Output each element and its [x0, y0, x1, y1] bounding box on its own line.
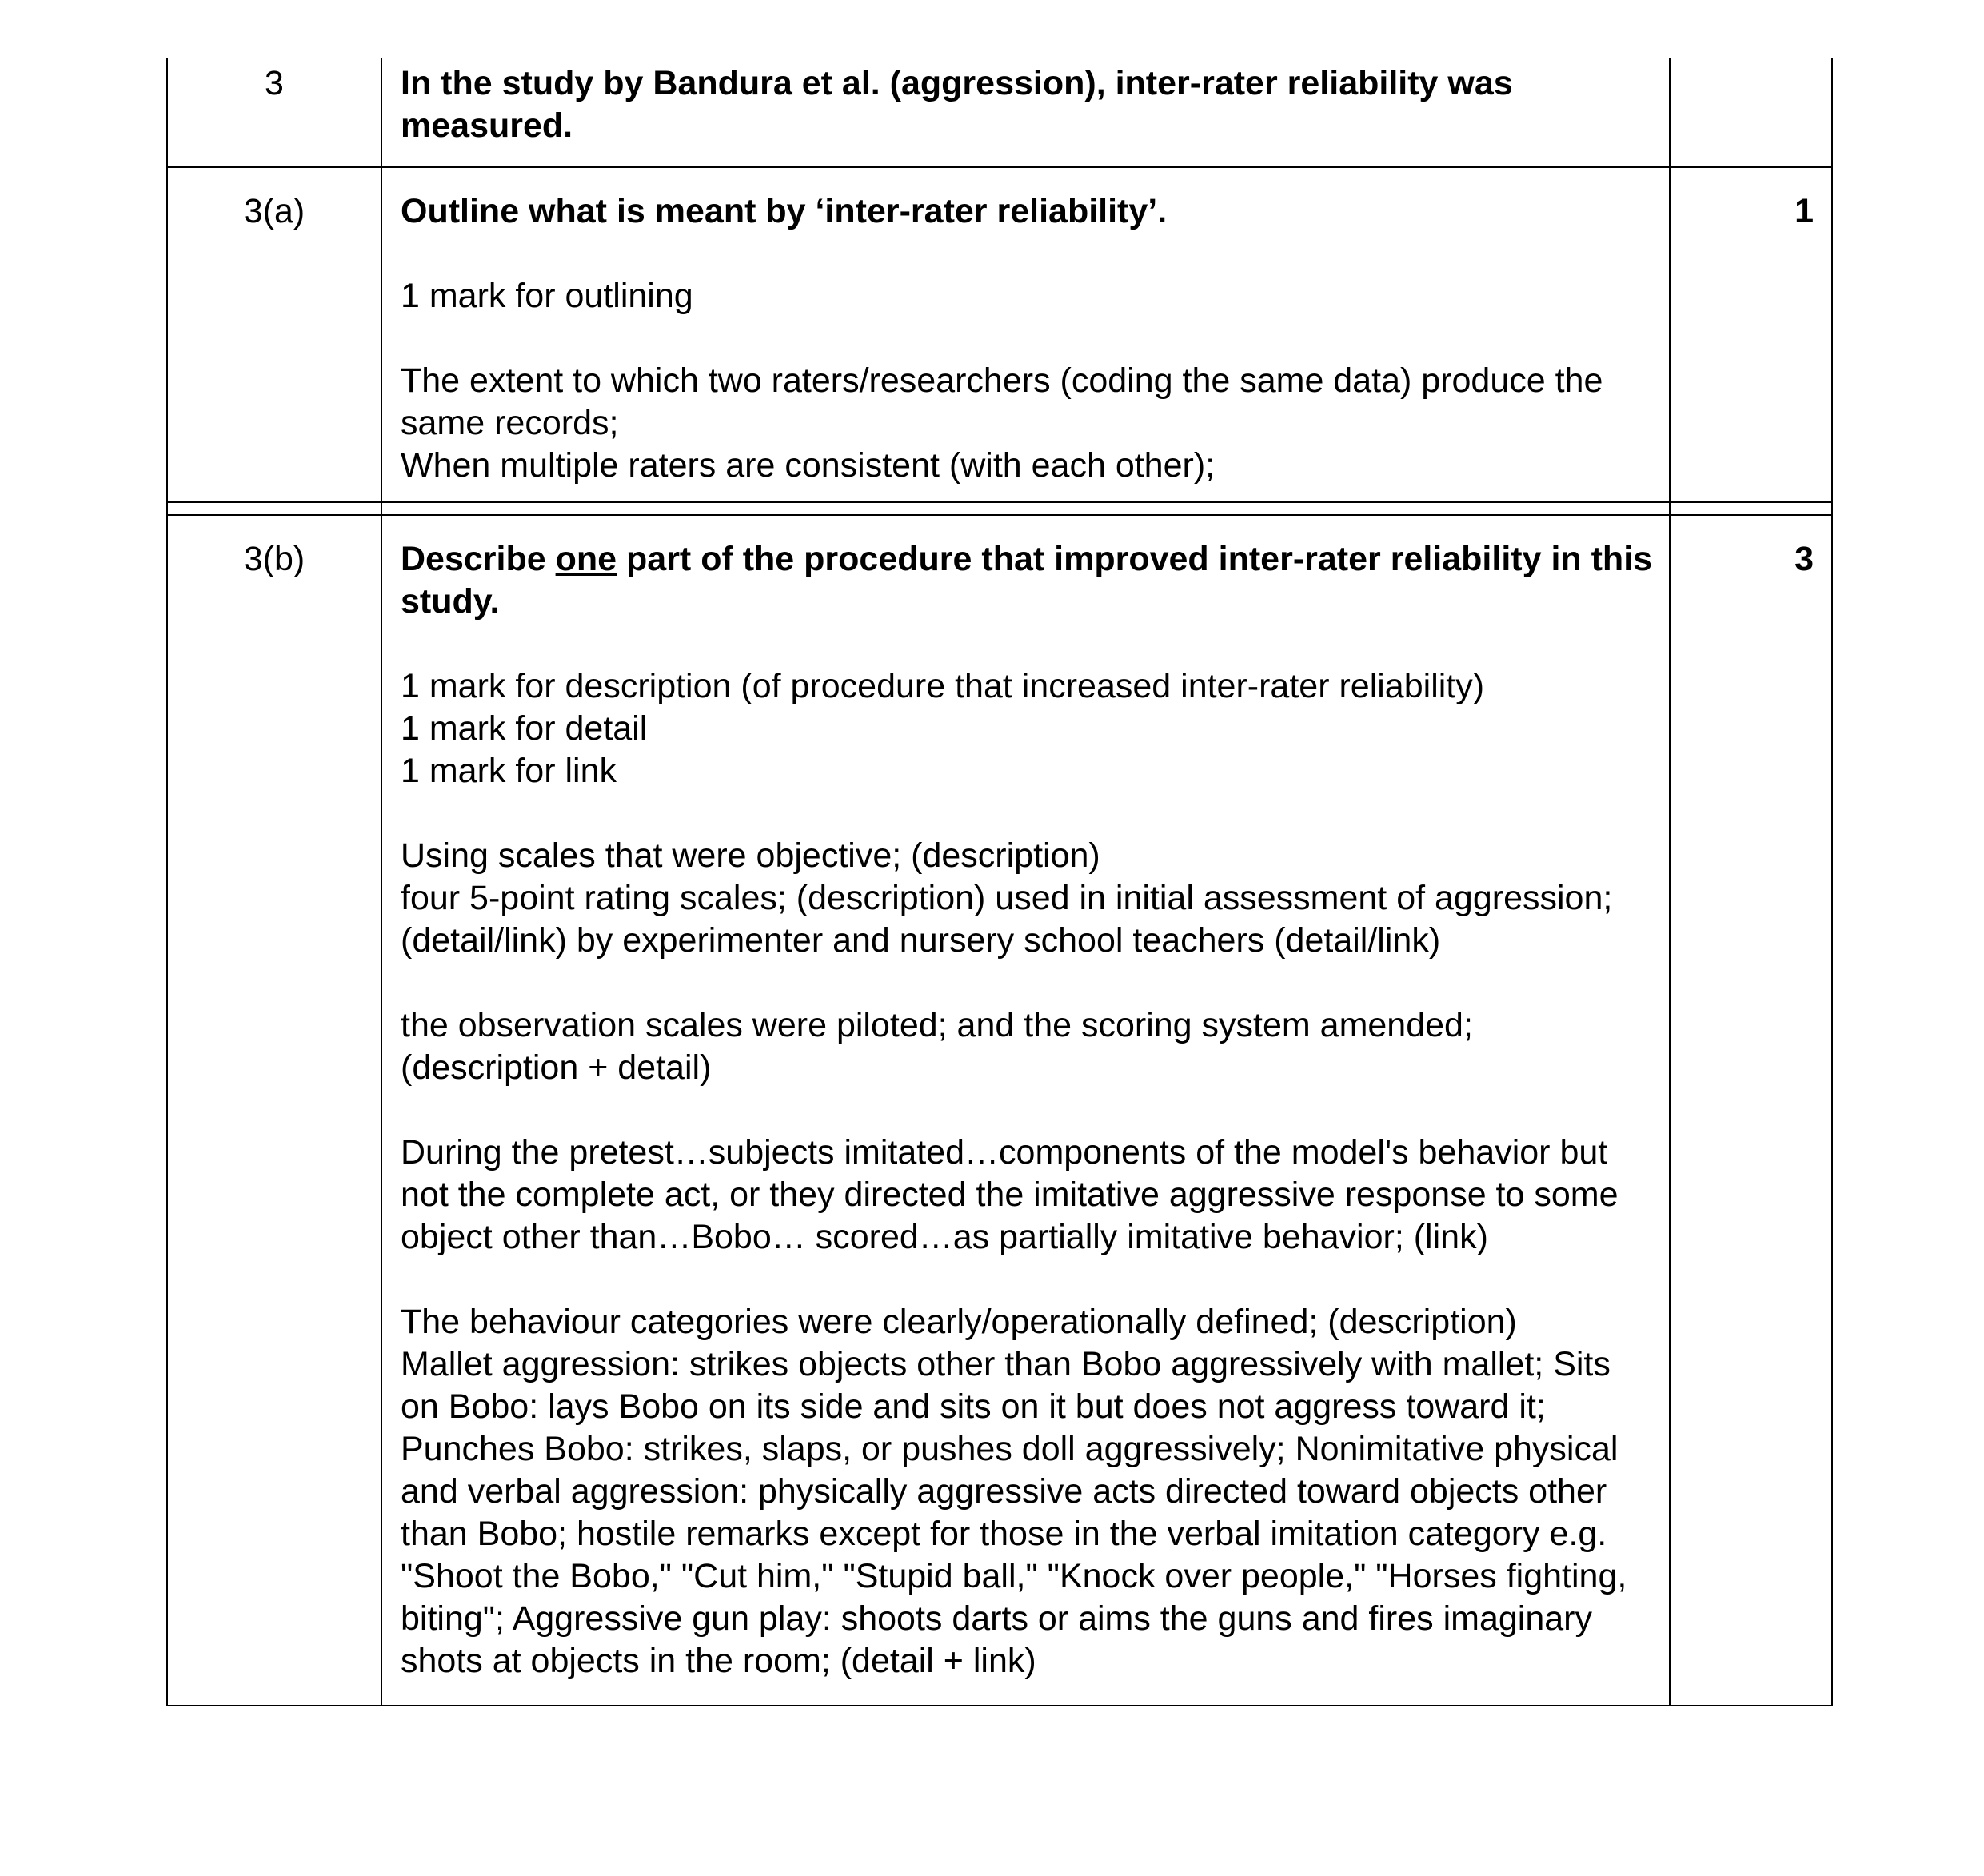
answer-line: The behaviour categories were clearly/operationally defined; (description)	[401, 1303, 1517, 1341]
question-text: Outline what is meant by ‘inter-rater reliability’.	[401, 192, 1168, 230]
answer-line: Using scales that were objective; (description)	[401, 836, 1100, 875]
mark-guidance: 1 mark for outlining	[401, 277, 693, 315]
answer-cell	[381, 167, 1670, 502]
question-3-row	[167, 58, 1832, 167]
marks-cell-empty	[1670, 58, 1832, 167]
mark-scheme-page	[166, 58, 1831, 1706]
row-separator	[167, 502, 1832, 515]
answer-line: The extent to which two raters/researchers (coding the same data) produce the same records;	[401, 361, 1603, 442]
answer-line: the observation scales were piloted; and the scoring system amended; (description + detail)	[401, 1006, 1473, 1087]
question-number: 3(a)	[167, 167, 381, 502]
underlined-word: one	[555, 540, 617, 578]
mark-guidance: 1 mark for detail	[401, 709, 648, 748]
question-number: 3(b)	[167, 515, 381, 1706]
marks-value: 3	[1670, 515, 1832, 1706]
question-3b-row	[167, 515, 1832, 1706]
question-stem: In the study by Bandura et al. (aggression), inter-rater reliability was measured.	[401, 64, 1513, 145]
question-3a-row	[167, 167, 1832, 502]
answer-line: four 5-point rating scales; (description) used in initial assessment of aggression; (detail/link) by experimenter and nursery school teachers (detail/link)	[401, 879, 1613, 960]
question-number: 3	[167, 58, 381, 167]
mark-guidance: 1 mark for link	[401, 752, 617, 790]
answer-line: When multiple raters are consistent (with each other);	[401, 446, 1216, 485]
answer-cell	[381, 515, 1670, 1706]
question-stem-cell	[381, 58, 1670, 167]
question-text: Describe one part of the procedure that improved inter-rater reliability in this study.	[401, 540, 1653, 621]
marks-value: 1	[1670, 167, 1832, 502]
mark-guidance: 1 mark for description (of procedure that increased inter-rater reliability)	[401, 667, 1485, 705]
answer-line: Mallet aggression: strikes objects other than Bobo aggressively with mallet; Sits on Bobo: lays Bobo on its side and sits on it but does not aggress toward it; Punches Bobo: strikes, slaps, or pushes doll aggressively; Nonimitative physical and verbal aggression: physically aggressive acts directed toward objects other than Bobo; hostile remarks except for those in the verbal imitation category e.g. "Shoot the Bobo," "Cut him," "Stupid ball," "Knock over people," "Horses fighting, biting"; Aggressive gun play: shoots darts or aims the guns and fires imaginary shots at objects in the room; (detail + link)	[401, 1345, 1627, 1680]
answer-line: During the pretest…subjects imitated…components of the model's behavior but not the complete act, or they directed the imitative aggressive response to some object other than…Bobo… scored…as partially imitative behavior; (link)	[401, 1133, 1619, 1256]
mark-scheme-table	[166, 58, 1833, 1706]
